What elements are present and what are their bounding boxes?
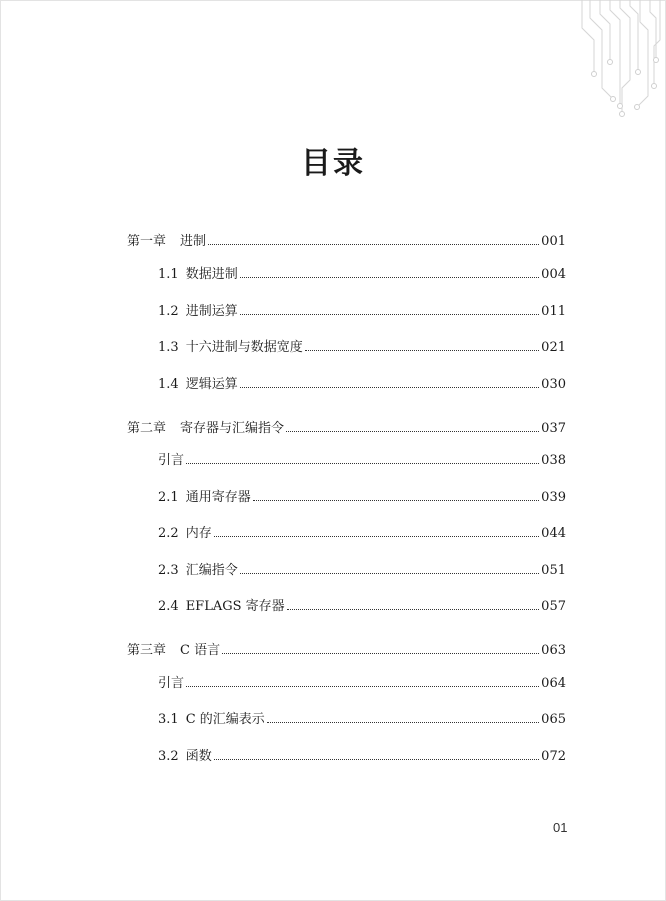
toc-entry-page: 039 [541,490,566,505]
toc-entry-label: 引言 [158,676,185,691]
toc-entry-number: 2.1 [158,490,179,505]
dot-leader [240,386,539,388]
toc-entry-page: 057 [541,599,566,614]
toc-section-2-2[interactable] [158,526,566,542]
toc-entry-number: 3.2 [158,749,179,764]
toc-section-3-2[interactable] [158,749,566,765]
toc-entry-page: 063 [541,643,566,658]
toc-section-1-1[interactable] [158,267,566,283]
dot-leader [222,652,539,654]
toc-entry-page: 021 [541,340,566,355]
toc-section-2-intro[interactable] [158,453,566,469]
toc-entry-label: 通用寄存器 [185,490,251,505]
toc-entry-number: 3.1 [158,712,179,727]
toc-entry-number: 2.3 [158,563,179,578]
toc-entry-label: 汇编指令 [185,563,238,578]
toc-entry-number: 1.4 [158,377,179,392]
page-title: 目录 [301,146,365,181]
toc-entry-label: C 的汇编表示 [185,712,265,727]
toc-section-2-4[interactable] [158,599,566,615]
toc-section-1-2[interactable] [158,304,566,320]
toc-entry-label: 进制 [180,234,207,249]
toc-entry-page: 030 [541,377,566,392]
toc-chapter-1[interactable] [127,234,566,250]
toc-entry-number: 1.1 [158,267,179,282]
toc-section-2-1[interactable] [158,490,566,506]
toc-entry-number: 第三章 [127,643,167,658]
dot-leader [287,608,540,610]
toc-section-2-3[interactable] [158,563,566,579]
dot-leader [240,572,539,574]
dot-leader [186,462,539,464]
dot-leader [214,758,539,760]
dot-leader [240,276,539,278]
toc-entry-label: 引言 [158,453,185,468]
toc-entry-label: 函数 [185,749,212,764]
toc-section-1-3[interactable] [158,340,566,356]
toc-entry-page: 064 [541,676,566,691]
toc-entry-label: 十六进制与数据宽度 [185,340,303,355]
dot-leader [214,535,539,537]
dot-leader [240,313,539,315]
toc-entry-number: 第一章 [127,234,167,249]
toc-entry-page: 038 [541,453,566,468]
dot-leader [208,243,539,245]
toc-entry-page: 051 [541,563,566,578]
toc-entry-page: 072 [541,749,566,764]
toc-section-1-4[interactable] [158,377,566,393]
toc-entry-page: 004 [541,267,566,282]
toc-entry-label: C 语言 [180,643,221,658]
toc-entry-number: 2.2 [158,526,179,541]
toc-entry-label: 进制运算 [185,304,238,319]
toc-entry-page: 044 [541,526,566,541]
toc-section-3-1[interactable] [158,712,566,728]
toc-chapter-2[interactable] [127,421,566,437]
dot-leader [186,685,539,687]
toc-entry-label: 内存 [185,526,212,541]
toc-entry-page: 011 [541,304,566,319]
dot-leader [253,499,539,501]
toc-entry-label: 数据进制 [185,267,238,282]
toc-entry-number: 2.4 [158,599,179,614]
dot-leader [305,349,539,351]
page-number: 01 [553,820,568,835]
dot-leader [286,430,539,432]
toc-chapter-3[interactable] [127,643,566,659]
toc-entry-label: EFLAGS 寄存器 [185,599,285,614]
toc-section-3-intro[interactable] [158,676,566,692]
toc-entry-number: 1.2 [158,304,179,319]
toc-entry-label: 逻辑运算 [185,377,238,392]
toc-entry-number: 1.3 [158,340,179,355]
dot-leader [267,721,539,723]
toc-entry-number: 第二章 [127,421,167,436]
circuit-decoration [576,0,666,118]
toc-entry-page: 037 [541,421,566,436]
toc-entry-label: 寄存器与汇编指令 [180,421,285,436]
toc-entry-page: 001 [541,234,566,249]
toc-entry-page: 065 [541,712,566,727]
